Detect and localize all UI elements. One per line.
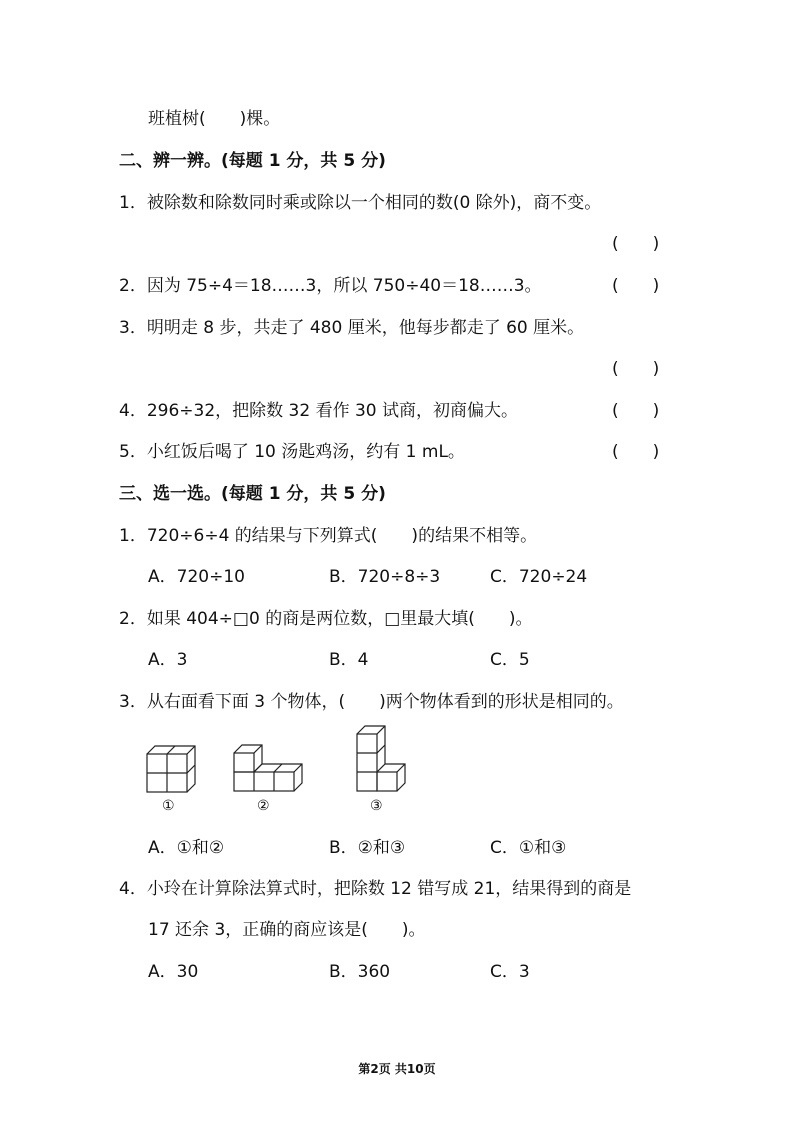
q4-option-c[interactable]: C．3 bbox=[490, 962, 530, 982]
judge-item-5 bbox=[119, 440, 465, 464]
item-number: 5． bbox=[119, 442, 147, 462]
item-number: 4． bbox=[119, 401, 147, 421]
q2-option-c[interactable]: C．5 bbox=[490, 650, 530, 670]
section-3-title: 三、选一选。(每题 1 分，共 5 分) bbox=[119, 484, 386, 504]
q4-option-b[interactable]: B．360 bbox=[329, 962, 391, 982]
answer-bracket-3[interactable]: ( ) bbox=[612, 359, 660, 379]
q3-option-c[interactable]: C．①和③ bbox=[490, 838, 567, 858]
judge-item-4 bbox=[119, 399, 518, 423]
item-text: 明明走 8 步，共走了 480 厘米，他每步都走了 60 厘米。 bbox=[146, 318, 585, 338]
figure-label-1: ① bbox=[162, 798, 175, 814]
question-number: 1． bbox=[119, 526, 147, 546]
choice-question-2 bbox=[119, 607, 533, 631]
item-text: 小红饭后喝了 10 汤匙鸡汤，约有 1 mL。 bbox=[146, 442, 465, 462]
cube-figure-2 bbox=[233, 743, 303, 793]
cube-figure-1 bbox=[146, 744, 196, 794]
choice-question-1 bbox=[119, 524, 537, 548]
question-number: 4． bbox=[119, 879, 147, 899]
q4-option-a[interactable]: A．30 bbox=[148, 962, 199, 982]
question-text: 如果 404÷□0 的商是两位数，□里最大填( )。 bbox=[146, 609, 533, 629]
continued-question-line: 班植树( )棵。 bbox=[148, 109, 281, 129]
item-text: 296÷32，把除数 32 看作 30 试商，初商偏大。 bbox=[146, 401, 519, 421]
cube-figure-3 bbox=[356, 724, 406, 794]
section-2-title: 二、辨一辨。(每题 1 分，共 5 分) bbox=[119, 151, 386, 171]
answer-bracket-4[interactable]: ( ) bbox=[612, 401, 660, 421]
q2-option-b[interactable]: B．4 bbox=[329, 650, 369, 670]
choice-question-4 bbox=[119, 877, 631, 901]
q1-option-a[interactable]: A．720÷10 bbox=[148, 567, 245, 587]
page-footer: 第2页 共10页 bbox=[358, 1062, 436, 1076]
question-text: 从右面看下面 3 个物体，( )两个物体看到的形状是相同的。 bbox=[146, 692, 624, 712]
question-text: 720÷6÷4 的结果与下列算式( )的结果不相等。 bbox=[146, 526, 538, 546]
question-number: 3． bbox=[119, 692, 147, 712]
judge-item-2 bbox=[119, 274, 542, 298]
item-number: 2． bbox=[119, 276, 147, 296]
figure-label-3: ③ bbox=[370, 798, 383, 814]
answer-bracket-2[interactable]: ( ) bbox=[612, 276, 660, 296]
item-text: 因为 75÷4＝18……3，所以 750÷40＝18……3。 bbox=[146, 276, 542, 296]
judge-item-3 bbox=[119, 316, 584, 340]
q3-option-a[interactable]: A．①和② bbox=[148, 838, 225, 858]
choice-question-3 bbox=[119, 690, 624, 714]
item-number: 1． bbox=[119, 193, 147, 213]
item-text: 被除数和除数同时乘或除以一个相同的数(0 除外)，商不变。 bbox=[146, 193, 602, 213]
question-text-line-1: 小玲在计算除法算式时，把除数 12 错写成 21，结果得到的商是 bbox=[146, 879, 632, 899]
q1-option-c[interactable]: C．720÷24 bbox=[490, 567, 588, 587]
q1-option-b[interactable]: B．720÷8÷3 bbox=[329, 567, 441, 587]
q2-option-a[interactable]: A．3 bbox=[148, 650, 188, 670]
question-text-line-2: 17 还余 3，正确的商应该是( )。 bbox=[148, 920, 426, 940]
question-number: 2． bbox=[119, 609, 147, 629]
item-number: 3． bbox=[119, 318, 147, 338]
judge-item-1 bbox=[119, 191, 601, 215]
q3-option-b[interactable]: B．②和③ bbox=[329, 838, 406, 858]
answer-bracket-5[interactable]: ( ) bbox=[612, 442, 660, 462]
figure-label-2: ② bbox=[257, 798, 270, 814]
answer-bracket-1[interactable]: ( ) bbox=[612, 234, 660, 254]
